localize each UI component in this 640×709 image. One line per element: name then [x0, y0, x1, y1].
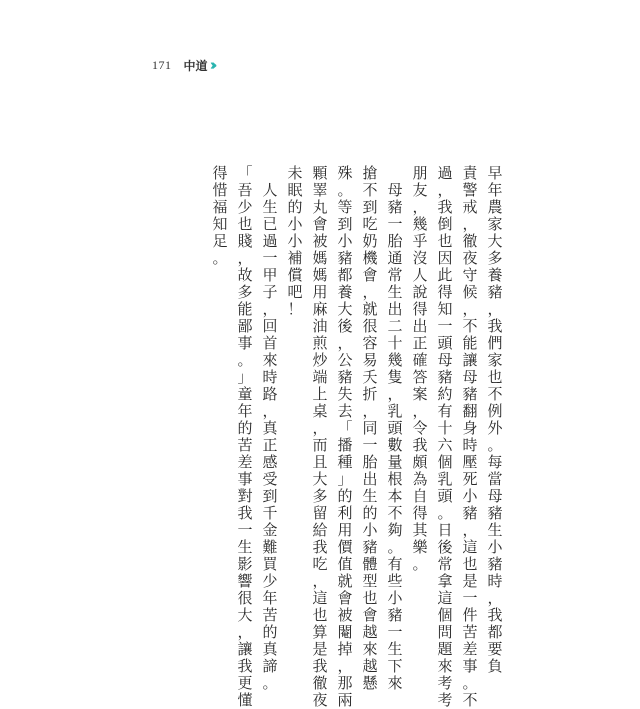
text-column-4: 朋 友 ， 幾 乎 沒 人 說 得 出 正 確 答 案 ， 令 我 頗 為 自 得 其 樂 。 — [412, 164, 428, 573]
page-header — [152, 55, 213, 75]
chevron-right-icon: ››› — [209, 55, 213, 74]
text-column-5: 母 豬 一 胎 通 常 生 出 二 十 幾 隻 ， 乳 頭 數 量 根 本 不 夠 。 有 些 小 豬 一 生 下 來 — [387, 181, 403, 692]
text-column-2: 責 警 戒 ， 徹 夜 守 候 ， 不 能 讓 母 豬 翻 身 時 壓 死 小 豬 ， 這 也 是 一 件 苦 差 事 。 不 — [462, 164, 478, 709]
text-column-9: 未 眠 的 小 小 補 償 吧 ！ — [287, 164, 303, 318]
text-column-6: 搶 不 到 吃 奶 機 會 ， 就 很 容 易 夭 折 ， 同 一 胎 出 生 的 小 豬 體 型 也 會 越 來 越 懸 — [362, 164, 378, 692]
text-column-7: 殊 。 等 到 小 豬 都 養 大 後 ， 公 豬 失 去 「 播 種 」 的 利 用 價 值 就 會 被 閹 掉 ， 那 兩 — [337, 164, 353, 709]
text-column-8: 顆 睪 丸 會 被 媽 媽 用 麻 油 煎 炒 端 上 桌 ， 而 且 大 多 留 給 我 吃 ， 這 也 算 是 我 徹 夜 — [312, 164, 328, 709]
text-column-1: 早 年 農 家 大 多 養 豬 ， 我 們 家 也 不 例 外 。 每 當 母 豬 生 小 豬 時 ， 我 都 要 負 — [487, 164, 503, 675]
section-title: 中道 — [183, 58, 208, 73]
text-column-11: 「 吾 少 也 賤 ， 故 多 能 鄙 事 。 」 童 年 的 苦 差 事 對 我 一 生 影 響 很 大 ， 讓 我 更 懂 — [237, 164, 253, 709]
text-column-10: 人 生 已 過 一 甲 子 ， 回 首 來 時 路 ， 真 正 感 受 到 千 金 難 買 少 年 苦 的 真 諦 。 — [262, 181, 278, 692]
text-column-12: 得 惜 福 知 足 。 — [212, 164, 228, 267]
text-column-3: 過 ， 我 倒 也 因 此 得 知 一 頭 母 豬 約 有 十 六 個 乳 頭 。 日 後 常 拿 這 個 問 題 來 考 考 — [437, 164, 453, 709]
page-number: 171 — [152, 57, 172, 72]
